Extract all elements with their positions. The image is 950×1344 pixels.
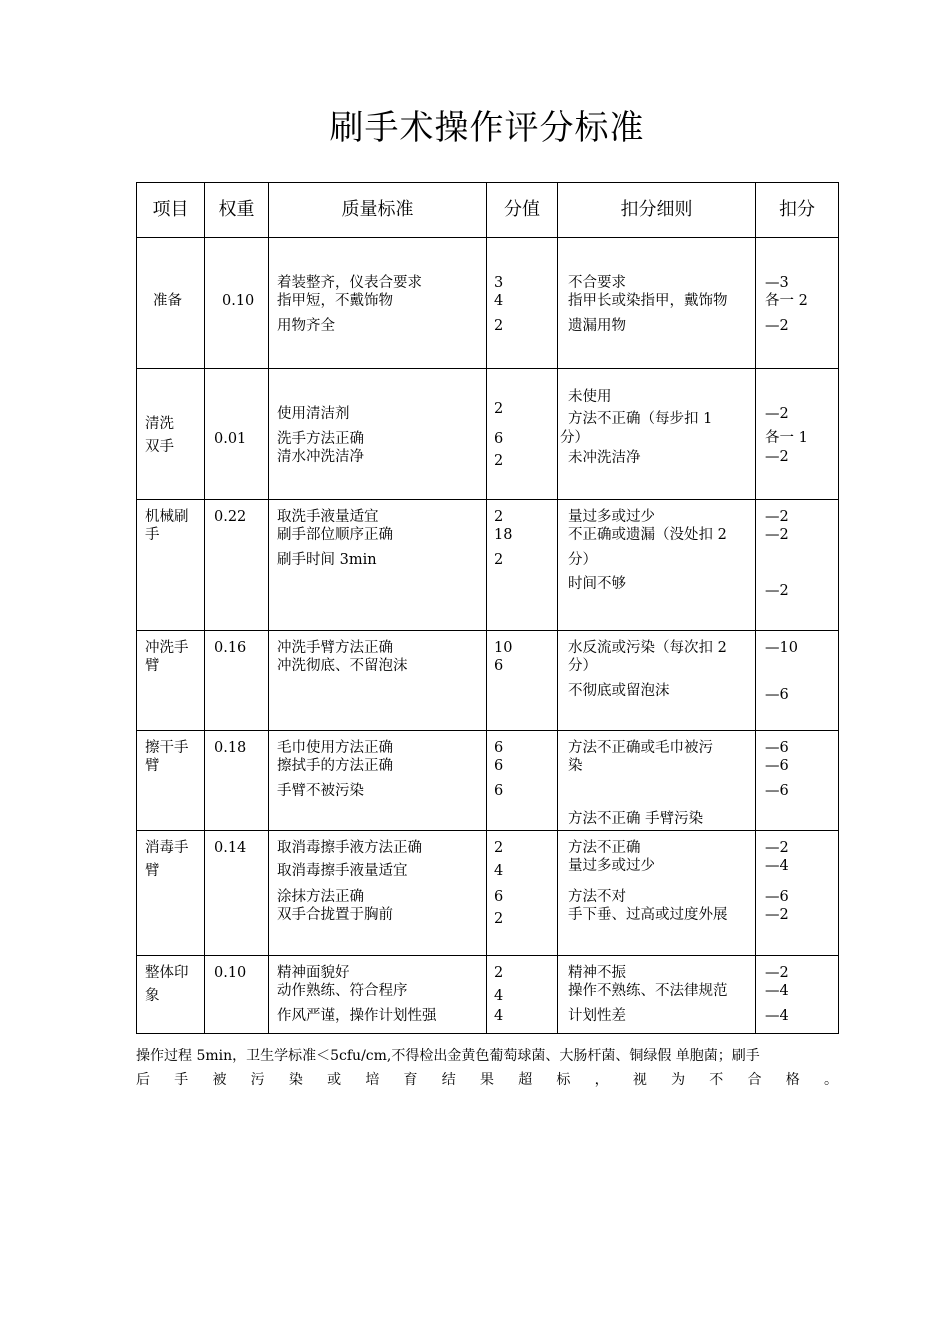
weight-text: 0.01 — [214, 431, 247, 447]
standard-text: 涂抹方法正确 — [277, 889, 364, 905]
deduction-text: —2 — [765, 318, 789, 334]
rule-text: 计划性差 — [568, 1008, 626, 1024]
standard-text: 动作熟练、符合程序 — [277, 983, 408, 999]
header-row — [137, 183, 839, 238]
deduction-text: —2 — [765, 406, 789, 422]
rule-text: 量过多或过少 — [568, 509, 655, 525]
table-row — [137, 956, 839, 1034]
deduction-text: —4 — [765, 1008, 789, 1024]
score-text: 4 — [494, 988, 504, 1004]
rule-text: 水反流或污染（每次扣 2 — [568, 640, 727, 656]
rule-text: 量过多或过少 — [568, 858, 655, 874]
page-title: 刷手术操作评分标准 — [329, 108, 645, 148]
footer-line-1: 操作过程 5min，卫生学标准＜5cfu/cm,不得检出金黄色葡萄球菌、大肠杆菌、铜绿假 单胞菌；刷手 — [136, 1048, 760, 1064]
rule-text: 染 — [568, 758, 583, 774]
footer-char: 育 — [403, 1072, 418, 1088]
footer-char: 被 — [212, 1072, 227, 1088]
standard-text: 用物齐全 — [277, 318, 335, 334]
footer-char: 不 — [709, 1072, 724, 1088]
score-text: 4 — [494, 863, 504, 879]
rule-text: 分） — [560, 430, 589, 446]
standard-text: 使用清洁剂 — [277, 406, 350, 422]
item-text: 臂 — [145, 758, 160, 774]
deduction-text: —2 — [765, 965, 789, 981]
item-text: 冲洗手 — [145, 640, 189, 656]
score-text: 6 — [494, 758, 504, 774]
score-text: 18 — [494, 527, 513, 543]
score-text: 6 — [494, 889, 504, 905]
table-row — [137, 500, 839, 631]
table-row — [137, 631, 839, 731]
standard-text: 指甲短，不戴饰物 — [277, 293, 393, 309]
footer-char: 标 — [556, 1072, 571, 1088]
deduction-text: —6 — [765, 687, 789, 703]
footer-char: 后 — [136, 1072, 150, 1088]
footer-char: 果 — [479, 1072, 494, 1088]
weight-text: 0.14 — [214, 840, 247, 856]
rule-text: 方法不正确（每步扣 1 — [568, 411, 713, 427]
footer-note — [136, 1044, 838, 1092]
rule-text: 遗漏用物 — [568, 318, 626, 334]
footer-char: ， — [594, 1072, 609, 1088]
standard-text: 取洗手液量适宜 — [277, 509, 379, 525]
score-text: 2 — [494, 840, 504, 856]
deduction-text: —2 — [765, 527, 789, 543]
rule-text: 未使用 — [568, 389, 612, 405]
score-text: 6 — [494, 783, 504, 799]
deduction-text: —2 — [765, 583, 789, 599]
score-text: 10 — [494, 640, 513, 656]
deduction-text: —6 — [765, 740, 789, 756]
deduction-text: —6 — [765, 889, 789, 905]
item-text: 象 — [145, 988, 160, 1004]
footer-char: 手 — [174, 1072, 189, 1088]
deduction-text: —2 — [765, 509, 789, 525]
rule-text: 分） — [568, 658, 597, 674]
weight-text: 0.18 — [214, 740, 247, 756]
score-text: 2 — [494, 509, 504, 525]
footer-char: 格 — [785, 1072, 800, 1088]
deduction-text: —2 — [765, 449, 789, 465]
standard-text: 双手合拢置于胸前 — [277, 907, 393, 923]
footer-char: 染 — [288, 1072, 303, 1088]
score-text: 2 — [494, 453, 504, 469]
deduction-text: —3 — [765, 275, 789, 291]
footer-line-2 — [136, 1068, 838, 1092]
header-item: 项目 — [137, 183, 205, 238]
item-text: 机械刷 — [145, 509, 189, 525]
footer-char: 合 — [747, 1072, 762, 1088]
deduction-text: 各一 1 — [765, 430, 808, 446]
item-text: 擦干手 — [145, 740, 189, 756]
standard-text: 手臂不被污染 — [277, 783, 364, 799]
standard-text: 洗手方法正确 — [277, 431, 364, 447]
standard-text: 取消毒擦手液量适宜 — [277, 863, 408, 879]
header-weight: 权重 — [205, 183, 269, 238]
rule-text: 操作不熟练、不法律规范 — [568, 983, 728, 999]
footer-char: 为 — [671, 1072, 686, 1088]
standard-text: 刷手时间 3min — [277, 552, 377, 568]
rule-text: 不正确或遗漏（没处扣 2 — [568, 527, 727, 543]
rule-text: 方法不对 — [568, 889, 626, 905]
score-text: 2 — [494, 401, 504, 417]
score-text: 2 — [494, 318, 504, 334]
rule-text: 分） — [568, 552, 597, 568]
footer-char: 。 — [823, 1072, 838, 1088]
header-score: 分值 — [487, 183, 558, 238]
standard-text: 冲洗彻底、不留泡沫 — [277, 658, 408, 674]
item-text: 准备 — [153, 293, 182, 309]
table-row — [137, 731, 839, 831]
item-text: 双手 — [145, 439, 174, 455]
deduction-text: —4 — [765, 858, 789, 874]
score-text: 4 — [494, 293, 504, 309]
footer-char: 视 — [632, 1072, 647, 1088]
score-text: 2 — [494, 965, 504, 981]
footer-char: 污 — [250, 1072, 265, 1088]
rule-text: 方法不正确 — [568, 840, 641, 856]
standard-text: 冲洗手臂方法正确 — [277, 640, 393, 656]
rule-text: 指甲长或染指甲，戴饰物 — [568, 293, 728, 309]
footer-char: 培 — [365, 1072, 380, 1088]
rule-text: 精神不振 — [568, 965, 626, 981]
rule-text: 未冲洗洁净 — [568, 450, 641, 466]
table-row — [137, 369, 839, 500]
footer-char: 结 — [441, 1072, 456, 1088]
standard-text: 作风严谨，操作计划性强 — [277, 1008, 437, 1024]
standard-text: 取消毒擦手液方法正确 — [277, 840, 422, 856]
weight-text: 0.10 — [222, 293, 255, 309]
score-text: 6 — [494, 431, 504, 447]
deduction-text: —2 — [765, 907, 789, 923]
deduction-text: —6 — [765, 783, 789, 799]
score-text: 6 — [494, 740, 504, 756]
table-row — [137, 238, 839, 369]
standard-text: 着装整齐，仪表合要求 — [277, 275, 422, 291]
header-deduction: 扣分 — [756, 183, 839, 238]
item-text: 手 — [145, 527, 160, 543]
deduction-text: —4 — [765, 983, 789, 999]
deduction-text: —2 — [765, 840, 789, 856]
rule-text: 时间不够 — [568, 576, 626, 592]
rule-text: 不合要求 — [568, 275, 626, 291]
score-text: 4 — [494, 1008, 504, 1024]
deduction-text: 各一 2 — [765, 293, 808, 309]
weight-text: 0.22 — [214, 509, 247, 525]
header-rules: 扣分细则 — [558, 183, 756, 238]
table-row — [137, 831, 839, 956]
rule-text: 方法不正确或毛巾被污 — [568, 740, 713, 756]
scoring-table — [136, 182, 839, 1034]
item-text: 整体印 — [145, 965, 189, 981]
standard-text: 擦拭手的方法正确 — [277, 758, 393, 774]
rule-text: 不彻底或留泡沫 — [568, 683, 670, 699]
weight-text: 0.10 — [214, 965, 247, 981]
score-text: 2 — [494, 552, 504, 568]
score-text: 6 — [494, 658, 504, 674]
score-text: 3 — [494, 275, 504, 291]
standard-text: 精神面貌好 — [277, 965, 350, 981]
standard-text: 刷手部位顺序正确 — [277, 527, 393, 543]
item-text: 清洗 — [145, 416, 174, 432]
header-standard: 质量标准 — [269, 183, 487, 238]
footer-char: 超 — [518, 1072, 533, 1088]
rule-text: 手下垂、过高或过度外展 — [568, 907, 728, 923]
standard-text: 清水冲洗洁净 — [277, 449, 364, 465]
item-text: 臂 — [145, 658, 160, 674]
score-text: 2 — [494, 911, 504, 927]
standard-text: 毛巾使用方法正确 — [277, 740, 393, 756]
item-text: 臂 — [145, 863, 160, 879]
item-text: 消毒手 — [145, 840, 189, 856]
footer-char: 或 — [327, 1072, 342, 1088]
rule-text: 方法不正确 手臂污染 — [568, 811, 704, 827]
deduction-text: —10 — [765, 640, 798, 656]
weight-text: 0.16 — [214, 640, 247, 656]
deduction-text: —6 — [765, 758, 789, 774]
